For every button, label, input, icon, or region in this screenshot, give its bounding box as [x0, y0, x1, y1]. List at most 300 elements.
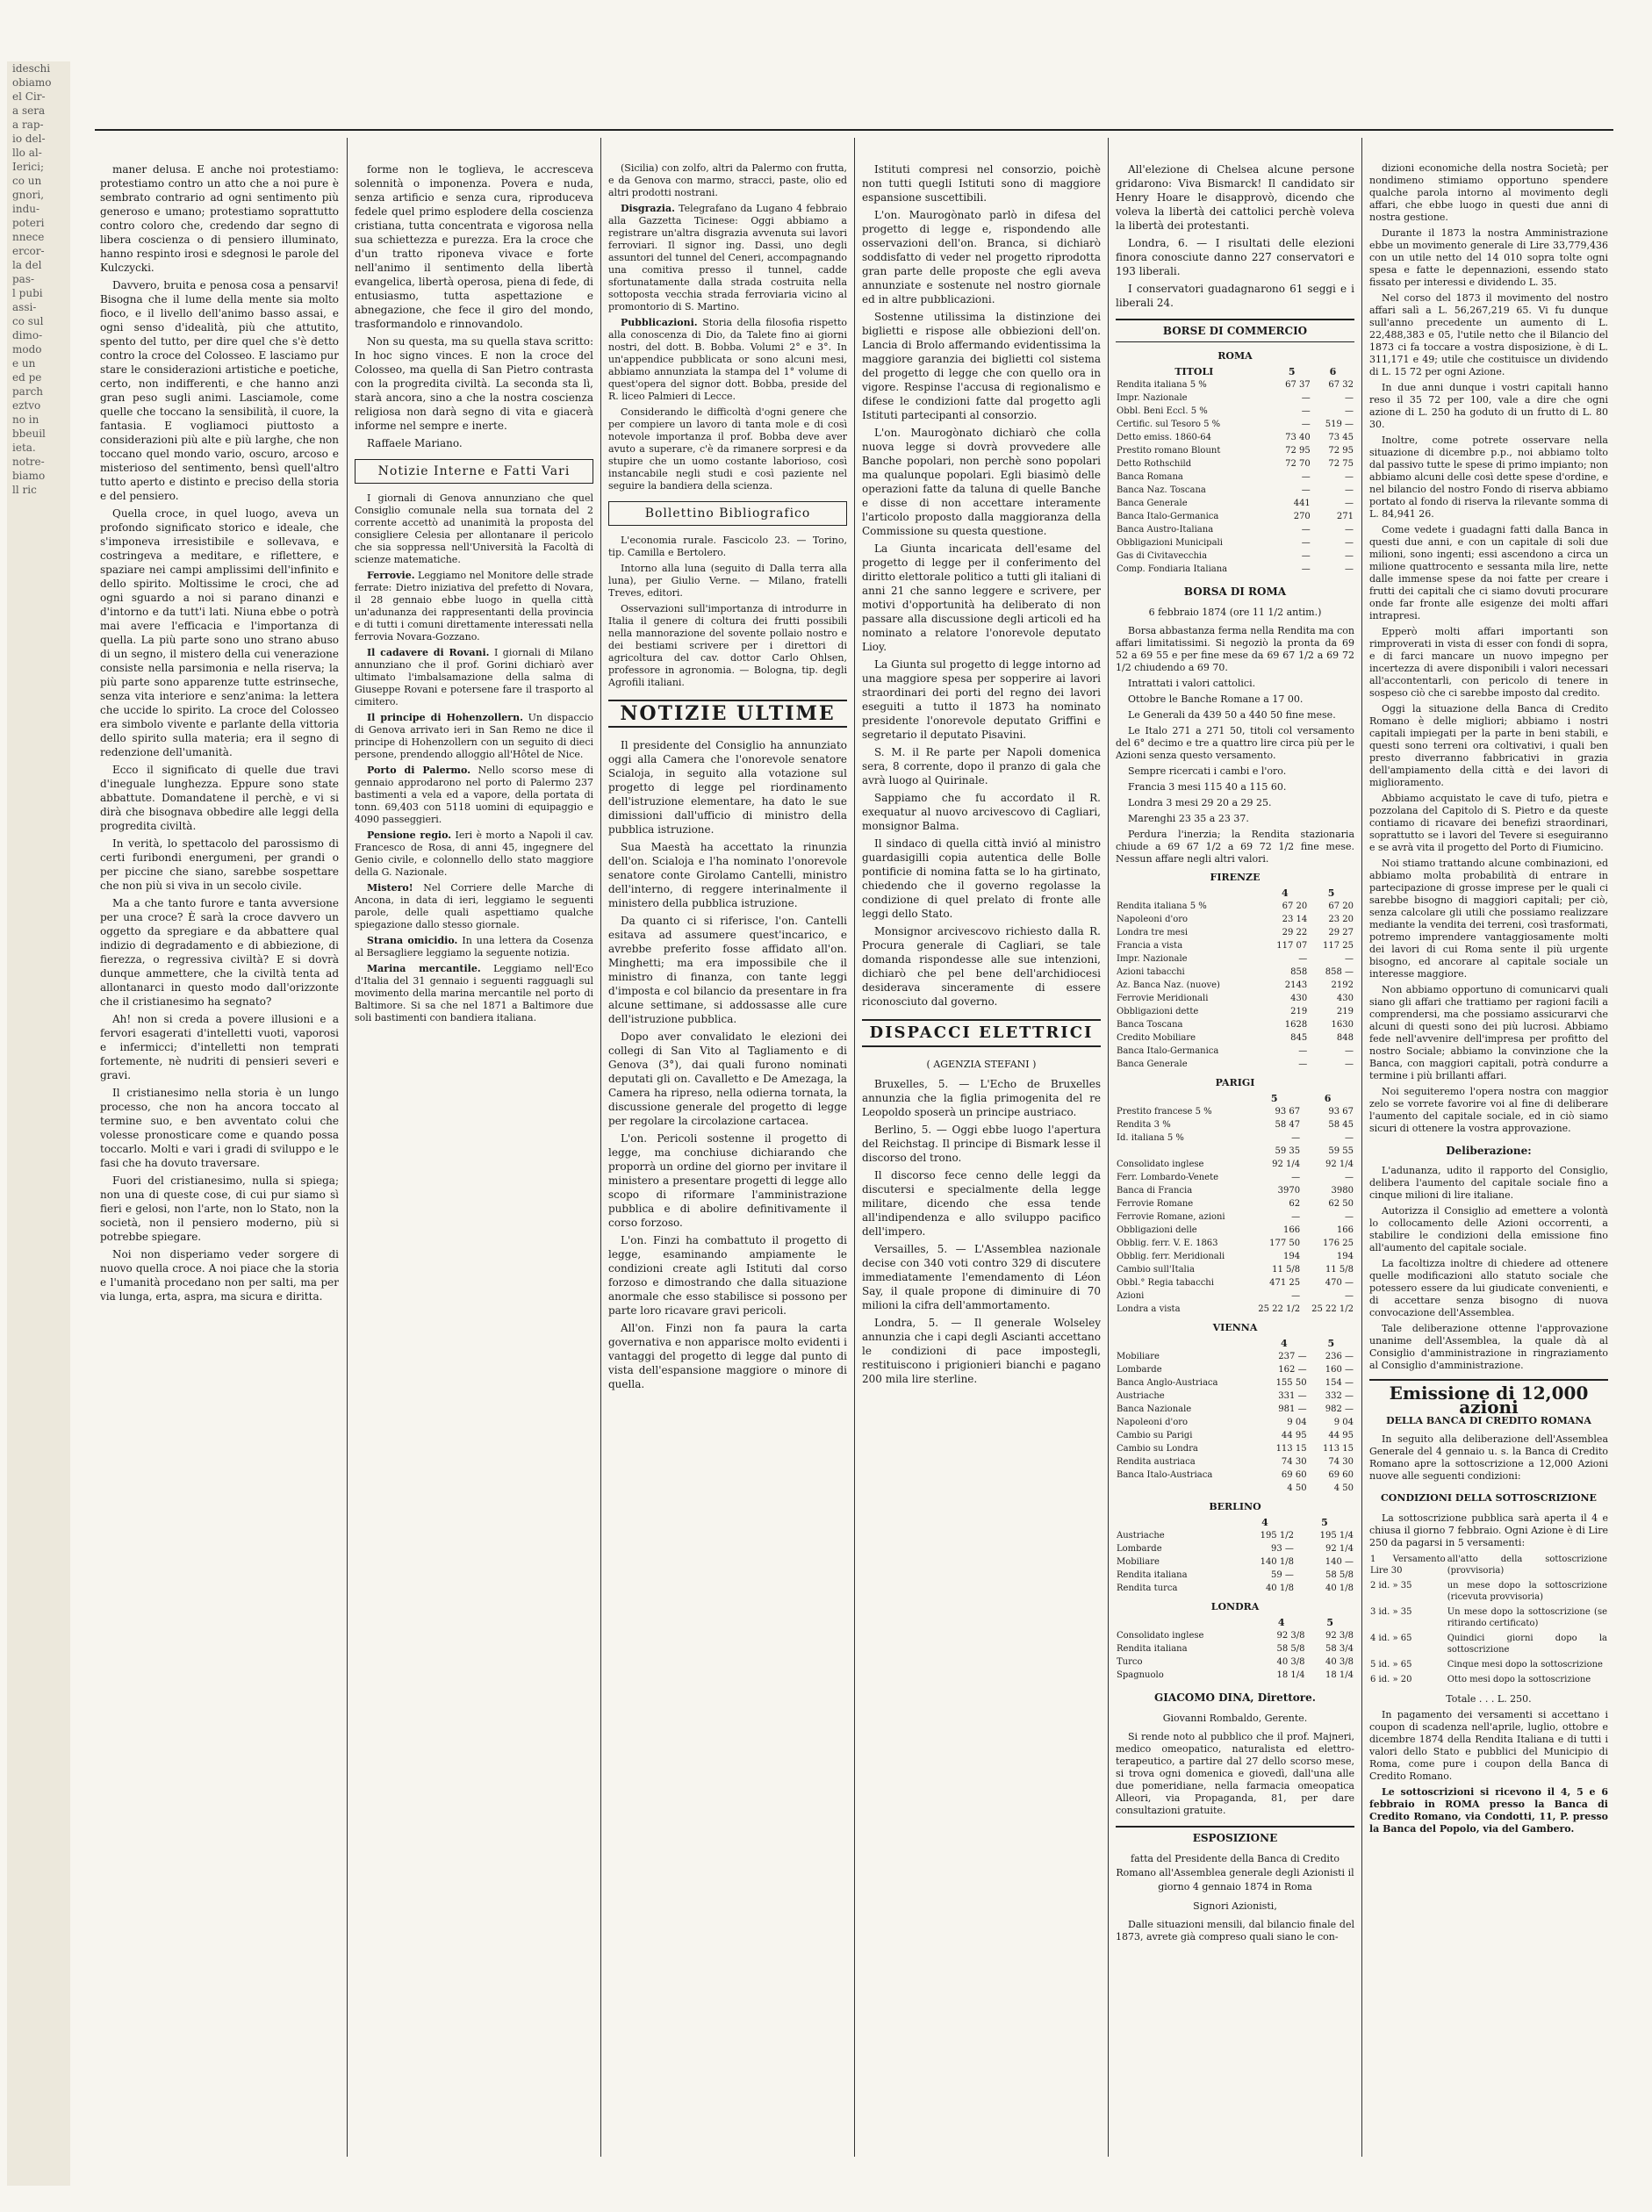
- news-item-title: Pubblicazioni.: [621, 317, 698, 328]
- edge-text-line: poteri: [12, 217, 45, 229]
- section-title-notizie-ultime: NOTIZIE ULTIME: [608, 700, 847, 728]
- table-cell: Banca Romana: [1117, 472, 1183, 482]
- table-cell: 69 60: [1328, 1470, 1354, 1480]
- payment-row: [1369, 1632, 1608, 1658]
- table-cell: 18 1/4: [1325, 1670, 1354, 1680]
- news-item: [355, 570, 593, 643]
- article-paragraph: Bruxelles, 5. — L'Echo de Bruxelles annunzia che la figlia primogenita del re Leopoldo sposerà un principe austriaco.: [862, 1078, 1101, 1118]
- edge-text-line: a rap-: [12, 118, 44, 131]
- payment-cell: 6 id. » 20: [1370, 1675, 1412, 1684]
- table-cell: Banca Italo-Austriaca: [1117, 1470, 1213, 1480]
- table-row: [1116, 1289, 1354, 1303]
- table-cell: 219: [1290, 1007, 1308, 1016]
- table-cell: Cambio sull'Italia: [1117, 1265, 1195, 1275]
- column-divider: [854, 138, 855, 2157]
- table-cell: —: [1345, 1291, 1354, 1301]
- article-paragraph: S. M. il Re parte per Napoli domenica sera, 8 corrente, dopo il pranzo di gala che avrà luogo al Quirinale.: [862, 746, 1101, 786]
- edge-text-line: pas-: [12, 273, 35, 285]
- table-cell: Banca di Francia: [1117, 1186, 1193, 1196]
- news-item-text: Storia della filosofia rispetto alla conoscenza di Dio, da Talete fino ai giorni nostri, del dott. B. Bobba. Volumi 2° e 3°. In un'appendice pubblicata or sono alcuni mesi, abbiamo annunziata la stampa del 1° volume di quest'opera del signor dott. Bobba, preside del R. liceo Palmieri di Lecce.: [608, 317, 847, 402]
- table-cell: 3970: [1277, 1186, 1301, 1196]
- column-divider: [1108, 138, 1109, 2157]
- table-cell: Id. italiana 5 %: [1117, 1133, 1184, 1143]
- esposizione-title: ESPOSIZIONE: [1116, 1826, 1354, 1845]
- table-cell: 4 50: [1333, 1483, 1354, 1493]
- table-header: 5: [1270, 1093, 1278, 1104]
- market-report-paragraph: Marenghi 23 35 a 23 37.: [1128, 813, 1249, 824]
- edge-text-line: io del-: [12, 133, 46, 145]
- table-cell: 93 —: [1271, 1544, 1294, 1554]
- table-cell: 845: [1290, 1033, 1308, 1043]
- table-header: 4: [1277, 1617, 1285, 1628]
- article-paragraph: Dopo aver convalidato le elezioni dei collegi di San Vito al Tagliamento e di Genova (3°), dai quali furono nominati deputati gli on. Cavalletto e De Amezaga, la Camera ha ripreso, nella odierna tornata, la discussione generale del progetto di legge per regolare la circolazione cartacea.: [608, 1031, 847, 1127]
- table-row: [1116, 536, 1354, 549]
- table-row: [1116, 1276, 1354, 1289]
- table-row: [1116, 1390, 1354, 1403]
- esposizione-subtitle: fatta del Presidente della Banca di Credito Romano all'Assemblea generale degli Azionisti il giorno 4 gennaio 1874 in Roma: [1116, 1853, 1354, 1892]
- table-cell: 62: [1289, 1199, 1301, 1209]
- table-cell: 40 3/8: [1276, 1657, 1305, 1667]
- edge-text-line: co un: [12, 175, 42, 187]
- table-cell: 195 1/2: [1260, 1531, 1294, 1540]
- table-row: [1116, 1642, 1354, 1655]
- article-paragraph: Intorno alla luna (seguito di Dalla terra alla luna), per Giulio Verne. — Milano, fratelli Treves, editori.: [608, 563, 847, 599]
- table-cell: Ferrovie Meridionali: [1117, 994, 1209, 1003]
- article-paragraph: All'elezione di Chelsea alcune persone gridarono: Viva Bismarck! Il candidato sir Henry Hoare le disapprovò, dicendo che voleva la libertà dei cattolici perchè voleva la libertà dei protestanti.: [1116, 163, 1354, 232]
- table-cell: 195 1/4: [1319, 1531, 1354, 1540]
- article-paragraph: Epperò molti affari importanti son rimproverati in vista di esser con fondi di sopra, e di farci mancare un nuovo impegno per incertezza di avere disponibili i valori necessari all'accontentarli, con pericolo di tenere in sospeso ciò che ci sarebbe imposto dal credito.: [1369, 626, 1608, 699]
- table-cell: Obbligazioni delle: [1117, 1225, 1197, 1235]
- adjacent-page-edge: [7, 61, 70, 2186]
- table-row: [1116, 1197, 1354, 1210]
- edge-text-line: ed pe: [12, 371, 42, 384]
- article-paragraph: I conservatori guadagnarono 61 seggi e i liberali 24.: [1116, 283, 1354, 309]
- article-paragraph: La facoltizza inoltre di chiedere ad ottenere quelle modificazioni allo statuto sociale che potessero essere da lui giudicate convenienti, e di accettare senza bisogno di nuova convocazione dell'Assemblea.: [1369, 1258, 1608, 1318]
- news-item: [355, 830, 593, 879]
- table-row: [1116, 523, 1354, 536]
- payment-cell: Otto mesi dopo la sottoscrizione: [1447, 1675, 1591, 1684]
- table-header: 4: [1261, 1517, 1268, 1528]
- news-item: [355, 765, 593, 826]
- article-paragraph: Monsignor arcivescovo richiesto dalla R. Procura generale di Cagliari, se tale domanda rispondesse alle sue intenzioni, dichiarò che pel bene dell'archidiocesi desiderava sinceramente di essere riconosciuto dal governo.: [862, 925, 1101, 1008]
- table-row: [1116, 1529, 1354, 1542]
- news-item-text: Telegrafano da Lugano 4 febbraio alla Gazzetta Ticinese: Oggi abbiamo a registrare un'altra disgrazia avvenuta sui lavori ferroviari. Il signor ing. Dassi, uno degli assuntori del tunnel del Ceneri, accompagnando una comitiva presso il tunnel, cadde sfortunatamente dalla strada costruita nella sottoposta vecchia strada ferroviaria vicino al promontorio di S. Martino.: [608, 203, 847, 312]
- table-cell: 44 95: [1281, 1431, 1307, 1440]
- table-cell: Detto Rothschild: [1117, 459, 1192, 469]
- column-5: [1116, 162, 1354, 1947]
- table-row: [1116, 1582, 1354, 1595]
- table-row: [1116, 1303, 1354, 1316]
- table-row: [1116, 966, 1354, 979]
- table-cell: 11 5/8: [1325, 1265, 1354, 1275]
- table-cell: Rendita italiana 5 %: [1117, 380, 1207, 390]
- edge-text-line: dimo-: [12, 329, 43, 341]
- article-paragraph: Fuori del cristianesimo, nulla si spiega; non una di queste cose, di cui pur siamo sì fieri e gelosi, non l'arte, non lo Stato, non la società, non il pensiero moderno, più si potrebbe spiegare.: [100, 1174, 339, 1243]
- table-cell: —: [1291, 1291, 1301, 1301]
- table-cell: 29 27: [1328, 928, 1354, 937]
- table-cell: Detto emiss. 1860-64: [1117, 433, 1211, 442]
- table-row: [1116, 405, 1354, 418]
- table-cell: Banca Austro-Italiana: [1117, 525, 1214, 535]
- table-cell: Austriache: [1117, 1391, 1165, 1401]
- article-paragraph: Londra, 6. — I risultati delle elezioni finora conosciute danno 227 conservatori e 193 liberali.: [1116, 237, 1354, 277]
- table-cell: —: [1345, 564, 1354, 574]
- table-cell: 9 04: [1287, 1418, 1307, 1427]
- edge-text-line: llo al-: [12, 147, 42, 159]
- table-cell: Obbligazioni Municipali: [1117, 538, 1223, 548]
- table-cell: —: [1301, 406, 1311, 416]
- table-cell: —: [1301, 472, 1311, 482]
- article-paragraph: Ah! non si creda a povere illusioni e a fervori esagerati d'intelletti vuoti, vaporosi e infermicci; d'intelletti non temprati fortemente, nè nudriti di pensieri severi e gravi.: [100, 1013, 339, 1081]
- bourse-table: [1116, 1616, 1354, 1682]
- table-cell: Prestito francese 5 %: [1117, 1107, 1212, 1117]
- table-cell: Prestito romano Blount: [1117, 446, 1221, 456]
- newspaper-sheet: [95, 83, 1613, 2190]
- column-divider: [1361, 138, 1362, 2157]
- top-rule: [95, 129, 1613, 131]
- table-cell: —: [1301, 564, 1311, 574]
- table-cell: Impr. Nazionale: [1117, 393, 1188, 403]
- table-cell: 11 5/8: [1272, 1265, 1301, 1275]
- payment-row: [1369, 1658, 1608, 1673]
- table-cell: Az. Banca Naz. (nuove): [1117, 980, 1220, 990]
- table-row: [1116, 1482, 1354, 1495]
- table-cell: —: [1345, 1046, 1354, 1056]
- table-cell: Certific. sul Tesoro 5 %: [1117, 420, 1221, 429]
- market-report-paragraph: Le Italo 271 a 271 50, titoli col versamento del 6° decimo e tre a quattro lire circa più per le Azioni senza questo versamento.: [1116, 725, 1354, 761]
- article-paragraph: Non abbiamo opportuno di comunicarvi quali siano gli affari che trattiamo per ragioni facili a comprendersi, ma che possiamo assicurarvi che alcuni di questi sono dei più lucrosi. Abbiamo fede nell'avvenire dell'impresa per profitto del nostro Sociale; abbiamo la convinzione che la Banca, con maggiori capitali, potrà condurre a termine i più brillanti affari.: [1369, 984, 1608, 1081]
- table-cell: 271: [1336, 512, 1354, 521]
- news-item-title: Il cadavere di Rovani.: [367, 647, 490, 658]
- table-cell: 430: [1336, 994, 1354, 1003]
- news-item: [608, 317, 847, 403]
- table-row: [1116, 418, 1354, 431]
- table-header: 5: [1327, 1338, 1335, 1349]
- table-cell: 140 —: [1325, 1557, 1354, 1567]
- table-cell: 471 25: [1269, 1278, 1301, 1288]
- table-cell: Rendita italiana: [1117, 1570, 1188, 1580]
- table-cell: 59 35: [1275, 1146, 1301, 1156]
- bourse-city: ROMA: [1217, 350, 1253, 362]
- table-cell: 519 —: [1325, 420, 1354, 429]
- table-header: [1116, 1516, 1235, 1529]
- table-cell: 117 25: [1323, 941, 1354, 951]
- article-paragraph: L'on. Maurogònato parlò in difesa del progetto di legge e, rispondendo alle osservazioni dell'on. Branca, si dichiarò soddisfatto di veder nel progetto riprodotta gran parte delle proposte che egli aveva annunziate e sostenute nel nostro giornale ed in altre pubblicazioni.: [862, 209, 1101, 305]
- table-row: [1116, 1005, 1354, 1018]
- table-cell: —: [1345, 954, 1354, 964]
- medical-notice: Si rende noto al pubblico che il prof. Majneri, medico omeopatico, naturalista ed elettro-terapeutico, a partire dal 27 dello scorso mese, si trova ogni domenica e giovedì, dall'una alle due pomeridiane, nella farmacia omeopatica Alleori, via Propaganda, 81, per dare consultazioni gratuite.: [1116, 1731, 1354, 1816]
- table-cell: Francia a vista: [1117, 941, 1183, 951]
- section-title-dispacci: DISPACCI ELETTRICI: [862, 1019, 1101, 1047]
- table-cell: 93 67: [1328, 1107, 1354, 1117]
- edge-text-line: Ierici;: [12, 161, 45, 173]
- subscription-places: Le sottoscrizioni si ricevono il 4, 5 e 6 febbraio in ROMA presso la Banca di Credito Romano, via Condotti, 11, P. presso la Banca del Popolo, via del Gambero.: [1369, 1786, 1608, 1835]
- table-cell: 59 55: [1328, 1146, 1354, 1156]
- news-item: [355, 935, 593, 959]
- table-cell: —: [1301, 393, 1311, 403]
- table-row: [1116, 1237, 1354, 1250]
- edge-text-line: eztvo: [12, 399, 41, 412]
- article-paragraph: Ma a che tanto furore e tanta avversione per una croce? È sarà la croce davvero un oggetto da spregiare e da abbattere qual indizio di degradamento e di abbiezione, di fierezza, o regressiva civiltà? E si dovrà dunque ammettere, che la civiltà tenta ad allontanarci in questo modo dall'orizzonte che il cristianesimo ha segnato?: [100, 897, 339, 1008]
- conditions-intro: La sottoscrizione pubblica sarà aperta il 4 e chiusa il giorno 7 febbraio. Ogni Azione è di Lire 250 da pagarsi in 5 versamenti:: [1369, 1512, 1608, 1548]
- table-cell: [1116, 1145, 1247, 1158]
- table-cell: —: [1301, 525, 1311, 535]
- table-row: [1116, 1210, 1354, 1224]
- table-cell: 72 70: [1285, 459, 1311, 469]
- table-row: [1116, 484, 1354, 497]
- table-cell: 62 50: [1328, 1199, 1354, 1209]
- table-cell: Lombarde: [1117, 1544, 1162, 1554]
- table-cell: Ferr. Lombardo-Venete: [1117, 1173, 1219, 1182]
- table-cell: —: [1345, 485, 1354, 495]
- payment-cell: 2 id. » 35: [1370, 1581, 1412, 1591]
- table-cell: Cambio su Londra: [1117, 1444, 1198, 1454]
- market-report-paragraph: Francia 3 mesi 115 40 a 115 60.: [1128, 781, 1287, 793]
- table-row: [1116, 926, 1354, 939]
- table-row: [1116, 900, 1354, 913]
- table-cell: 177 50: [1269, 1239, 1301, 1248]
- article-paragraph: Non su questa, ma su quella stava scritto: In hoc signo vinces. E non la croce del Colosseo, ma quella di San Pietro contrasta con la progredita civiltà. La seconda sta lì, starà ancora, sino a che la nostra coscienza religiosa non darà segno di vita e giacerà informe nel sempre e inerte.: [355, 335, 593, 432]
- table-row: [1116, 1469, 1354, 1482]
- table-cell: Rendita italiana: [1117, 1644, 1188, 1654]
- article-paragraph: Sua Maestà ha accettato la rinunzia dell'on. Scialoja e l'ha nominato l'onorevole senatore conte Girolamo Cantelli, ministro dell'interno, di reggere interinalmente il ministero della pubblica istruzione.: [608, 841, 847, 909]
- table-cell: —: [1345, 1133, 1354, 1143]
- table-cell: —: [1345, 499, 1354, 508]
- table-cell: 441: [1293, 499, 1311, 508]
- table-cell: —: [1301, 551, 1311, 561]
- director-credit: GIACOMO DINA, Direttore.: [1154, 1691, 1316, 1704]
- bourse-table: [1116, 887, 1354, 1071]
- table-row: [1116, 1629, 1354, 1642]
- bourse-city: PARIGI: [1215, 1077, 1255, 1088]
- article-paragraph: Londra, 5. — Il generale Wolseley annunzia che i capi degli Ascianti accettano le condizioni di pace impostegli, restituiscono i prigionieri bianchi e pagano 200 mila lire sterline.: [862, 1317, 1101, 1385]
- table-cell: Cambio su Parigi: [1117, 1431, 1193, 1440]
- bourse-title: BORSE DI COMMERCIO: [1116, 319, 1354, 342]
- payment-row: [1369, 1579, 1608, 1605]
- article-paragraph: Inoltre, come potrete osservare nella situazione di dicembre p.p., noi abbiamo tolto dal passivo tutte le spese di primo impianto; non abbiamo alcuni delle così dette spese d'ordine, e nel bilancio del nostro Fondo di riserva abbiamo portato al fondo di riserva la rilevante somma di L. 84,941 26.: [1369, 434, 1608, 520]
- news-item-text: Considerando le difficoltà d'ogni genere che per compiere un lavoro di tanta mole e di così notevole importanza il prof. Bobba deve aver avuto a superare, c'è da rimanere sorpresi e da stupire che un uomo costante laborioso, così instancabile negli studi e così paziente nel seguire la bandiera della scienza.: [608, 406, 847, 492]
- emission-title: Emissione di 12,000 azioni: [1369, 1379, 1608, 1414]
- article-paragraph: forme non le toglieva, le accresceva solennità o imponenza. Povera e nuda, senza artificio e senza cura, riproduceva fedele quel primo esplodere della coscienza cristiana, tutta concentrata e vigorosa nella sua schiettezza e purezza. Era la croce che d'un tratto riponeva vivace e forte nell'animo il sentimento della libertà evangelica, libertà operosa, piena di fede, di entusiasmo, tutta aspettazione e abnegazione, che fece il giro del mondo, trasformandolo e rinnovandolo.: [355, 163, 593, 330]
- table-cell: Rendita 3 %: [1117, 1120, 1171, 1130]
- table-cell: 332 —: [1325, 1391, 1354, 1401]
- table-cell: Mobiliare: [1117, 1352, 1160, 1361]
- table-cell: 92 1/4: [1325, 1544, 1354, 1554]
- news-item: [355, 712, 593, 761]
- column-divider: [347, 138, 348, 2157]
- article-paragraph: Durante il 1873 la nostra Amministrazione ebbe un movimento generale di Lire 33,779,436 con un utile netto del 14 010 sopra tolte ogni spesa e fatte le depennazioni, essendo stato fissato per interessi e dividendo L. 35.: [1369, 227, 1608, 288]
- article-paragraph: Noi non disperiamo veder sorgere di nuovo quella croce. A noi piace che la storia e l'umanità procedano non per salti, ma per via lunga, erta, aspra, ma sicura e diritta.: [100, 1248, 339, 1303]
- table-row: [1116, 1655, 1354, 1669]
- table-cell: —: [1291, 1173, 1301, 1182]
- article-paragraph: Versailles, 5. — L'Assemblea nazionale decise con 340 voti contro 329 di discutere immediatamente l'emendamento di Léon Say, il quale propone di diminuire di 70 milioni la cifra dell'ammortamento.: [862, 1243, 1101, 1311]
- table-header: 6: [1324, 1093, 1332, 1104]
- table-cell: 982 —: [1325, 1404, 1354, 1414]
- table-row: [1116, 1045, 1354, 1058]
- table-cell: 74 30: [1328, 1457, 1354, 1467]
- table-cell: 194: [1336, 1252, 1354, 1261]
- table-cell: Rendita italiana 5 %: [1117, 901, 1207, 911]
- table-cell: 140 1/8: [1260, 1557, 1294, 1567]
- borsa-roma-date: 6 febbraio 1874 (ore 11 1/2 antim.): [1148, 607, 1322, 618]
- news-item: [608, 406, 847, 492]
- table-row: [1116, 1250, 1354, 1263]
- table-row: [1116, 1416, 1354, 1429]
- news-item: [355, 492, 593, 566]
- table-cell: 67 32: [1328, 380, 1354, 390]
- table-row: [1116, 457, 1354, 470]
- news-item-text: In una lettera da Cosenza al Bersagliere leggiamo la seguente notizia.: [355, 935, 593, 959]
- article-paragraph: dizioni economiche della nostra Società; per nondimeno stimiamo opportuno spendere qualche parola intorno al movimento degli affari, che ebbe luogo in questi due anni di nostra gestione.: [1369, 162, 1608, 223]
- market-report-paragraph: Sempre ricercati i cambi e l'oro.: [1128, 765, 1287, 777]
- payment-cell: Cinque mesi dopo la sottoscrizione: [1447, 1660, 1603, 1670]
- edge-text-line: ll ric: [12, 484, 37, 496]
- table-cell: 160 —: [1325, 1365, 1354, 1375]
- column-4: [862, 162, 1101, 1390]
- table-cell: 72 95: [1285, 446, 1311, 456]
- section-title-bollettino: Bollettino Bibliografico: [608, 501, 847, 526]
- payment-cell: Quindici giorni dopo la sottoscrizione: [1447, 1634, 1607, 1655]
- market-report-paragraph: Londra 3 mesi 29 20 a 29 25.: [1128, 797, 1272, 808]
- table-cell: 58 47: [1275, 1120, 1301, 1130]
- news-item: [355, 963, 593, 1024]
- table-cell: Lombarde: [1117, 1365, 1162, 1375]
- conditions-title: CONDIZIONI DELLA SOTTOSCRIZIONE: [1381, 1492, 1597, 1504]
- table-cell: Consolidato inglese: [1117, 1631, 1204, 1641]
- table-cell: Obblig. ferr. Meridionali: [1117, 1252, 1225, 1261]
- table-cell: Gas di Civitavecchia: [1117, 551, 1208, 561]
- edge-text-line: nnece: [12, 231, 45, 243]
- table-cell: 40 3/8: [1325, 1657, 1354, 1667]
- table-cell: Banca Generale: [1117, 1059, 1188, 1069]
- bourse-city: VIENNA: [1212, 1322, 1258, 1333]
- table-row: [1116, 1429, 1354, 1442]
- table-cell: 166: [1283, 1225, 1301, 1235]
- table-cell: —: [1291, 1133, 1301, 1143]
- table-cell: Consolidato inglese: [1117, 1160, 1204, 1169]
- table-cell: 858: [1290, 967, 1308, 977]
- bourse-table: [1116, 1516, 1354, 1595]
- table-cell: —: [1345, 472, 1354, 482]
- table-header: 5: [1327, 887, 1335, 899]
- table-row: [1116, 1145, 1354, 1158]
- column-3: [608, 162, 847, 1395]
- news-item-text: Un dispaccio di Genova arrivato ieri in San Remo ne dice il principe di Hohenzollern con un seguito di dieci persone, prendendo alloggio all'Hôtel de Nice.: [355, 712, 593, 760]
- table-cell: 237 —: [1278, 1352, 1307, 1361]
- table-cell: 67 37: [1285, 380, 1311, 390]
- table-header: TITOLI: [1174, 366, 1214, 377]
- payment-cell: 3 id. » 35: [1370, 1607, 1412, 1617]
- table-cell: Azioni: [1117, 1291, 1145, 1301]
- dispatch-agency: ( AGENZIA STEFANI ): [926, 1059, 1037, 1070]
- table-row: [1116, 1131, 1354, 1145]
- table-row: [1116, 1555, 1354, 1569]
- article-paragraph: L'on. Maurogònato dichiarò che colla nuova legge si dovrà provvedere alle Banche popolari, non perchè sono popolari ma qualunque popolari. Egli biasimò delle operazioni fatte da taluna di quelle Banche e disse di non accettare interamente l'articolo proposto dalla maggioranza della Commissione su questa questione.: [862, 427, 1101, 537]
- esposizione-salutation: Signori Azionisti,: [1193, 1900, 1277, 1912]
- payment-row: [1369, 1605, 1608, 1632]
- column-6: [1369, 162, 1608, 1839]
- table-cell: 430: [1290, 994, 1308, 1003]
- table-row: [1116, 510, 1354, 523]
- table-header: 5: [1288, 366, 1296, 377]
- article-paragraph: Istituti compresi nel consorzio, poichè non tutti quegli Istituti sono di maggiore espansione suscettibili.: [862, 163, 1101, 204]
- edge-text-line: el Cir-: [12, 90, 46, 103]
- table-cell: —: [1301, 420, 1311, 429]
- table-cell: 113 15: [1275, 1444, 1307, 1454]
- table-row: [1116, 1376, 1354, 1390]
- market-report-paragraph: Borsa abbastanza ferma nella Rendita ma con affari limitatissimi. Si negoziò la pronta da 69 52 a 69 55 e per fine mese da 69 67 1/2 a 69 72 1/2 chiudendo a 69 70.: [1116, 625, 1354, 673]
- table-cell: Azioni tabacchi: [1117, 967, 1185, 977]
- table-cell: Mobiliare: [1117, 1557, 1160, 1567]
- table-cell: 25 22 1/2: [1258, 1304, 1301, 1314]
- article-paragraph: Osservazioni sull'importanza di introdurre in Italia il genere di coltura dei frutti possibili nella mannorazione del sovente pollaio nostro e dei bestiami scrivere per i direttori di agricoltura del cav. dottor Carlo Ohlsen, professore in agronomia. — Bologna, tip. degli Agrofili italiani.: [608, 603, 847, 688]
- table-row: [1116, 913, 1354, 926]
- bourse-city: LONDRA: [1210, 1601, 1260, 1612]
- edge-text-line: co sul: [12, 315, 44, 327]
- table-cell: 1630: [1331, 1020, 1354, 1030]
- payments-total: Totale . . . L. 250.: [1446, 1693, 1532, 1705]
- table-cell: Obblig. ferr. V. E. 1863: [1117, 1239, 1218, 1248]
- table-cell: —: [1345, 1059, 1354, 1069]
- table-cell: Ferrovie Romane: [1117, 1199, 1194, 1209]
- column-divider: [600, 138, 601, 2157]
- news-item-text: Leggiamo nel Monitore delle strade ferrate: Dietro iniziativa del prefetto di Novara, il 28 gennaio ebbe luogo in quella città un'adunanza dei rappresentanti della provincia e di tutti i comuni direttamente interessati nella ferrovia Novara-Gozzano.: [355, 570, 593, 643]
- table-cell: —: [1345, 1173, 1354, 1182]
- table-cell: 117 07: [1276, 941, 1308, 951]
- table-header: [1116, 887, 1262, 900]
- article-paragraph: La Giunta sul progetto di legge intorno ad una maggiore spesa per sopperire ai lavori straordinari dei porti del regno dei lavori eseguiti a tutto il 1873 ha nominato presidente l'onorevole deputato Griffini e segretario il deputato Pisavini.: [862, 658, 1101, 741]
- table-row: [1116, 1058, 1354, 1071]
- payment-row: [1369, 1673, 1608, 1688]
- table-cell: 44 95: [1328, 1431, 1354, 1440]
- table-cell: —: [1345, 525, 1354, 535]
- section-title-notizie: Notizie Interne e Fatti Vari: [355, 459, 593, 484]
- article-paragraph: Il discorso fece cenno delle leggi da discutersi e specialmente della legge militare, dicendo che essa tende all'indipendenza e allo sviluppo pacifico dell'impero.: [862, 1169, 1101, 1238]
- table-cell: —: [1291, 1212, 1301, 1222]
- news-item-text: Nel Corriere delle Marche di Ancona, in data di ieri, leggiamo le seguenti parole, delle quali aspettiamo qualche spiegazione dallo stesso giornale.: [355, 882, 593, 930]
- table-cell: Napoleoni d'oro: [1117, 1418, 1189, 1427]
- table-cell: Credito Mobiliare: [1117, 1033, 1196, 1043]
- edge-text-line: la del: [12, 259, 42, 271]
- table-cell: Londra a vista: [1117, 1304, 1181, 1314]
- table-cell: 2143: [1284, 980, 1308, 990]
- table-cell: Napoleoni d'oro: [1117, 915, 1189, 924]
- bourse-table: [1116, 1337, 1354, 1495]
- table-cell: 69 60: [1281, 1470, 1307, 1480]
- table-cell: 58 5/8: [1276, 1644, 1305, 1654]
- news-item-text: I giornali di Milano annunziano che il prof. Gorini dichiarò aver ultimato l'imbalsamazione della salma di Giuseppe Rovani e potersene fare il trasporto al cimitero.: [355, 647, 593, 707]
- table-cell: 92 3/8: [1276, 1631, 1305, 1641]
- table-cell: Banca Nazionale: [1117, 1404, 1192, 1414]
- table-cell: —: [1345, 406, 1354, 416]
- news-item-title: Il principe di Hohenzollern.: [367, 712, 523, 723]
- payment-cell: un mese dopo la sottoscrizione (ricevuta provvisoria): [1447, 1581, 1607, 1602]
- table-cell: Banca Italo-Germanica: [1117, 512, 1219, 521]
- esposizione-text: Dalle situazioni mensili, dal bilancio finale del 1873, avrete già compreso quali siano le con-: [1116, 1919, 1354, 1943]
- edge-text-line: ercor-: [12, 245, 45, 257]
- table-cell: 1628: [1284, 1020, 1308, 1030]
- table-cell: —: [1345, 393, 1354, 403]
- table-cell: [1116, 1482, 1261, 1495]
- table-header: 5: [1321, 1517, 1328, 1528]
- news-item-text: Ieri è morto a Napoli il cav. Francesco de Rosa, di anni 45, ingegnere del Genio civile, e colonnello dello stato maggiore della G. Nazionale.: [355, 830, 593, 878]
- table-cell: —: [1301, 538, 1311, 548]
- table-cell: Austriache: [1117, 1531, 1165, 1540]
- column-2: [355, 162, 593, 1028]
- column-1: [100, 162, 339, 1307]
- table-header: [1116, 1616, 1257, 1629]
- table-cell: 59 —: [1271, 1570, 1294, 1580]
